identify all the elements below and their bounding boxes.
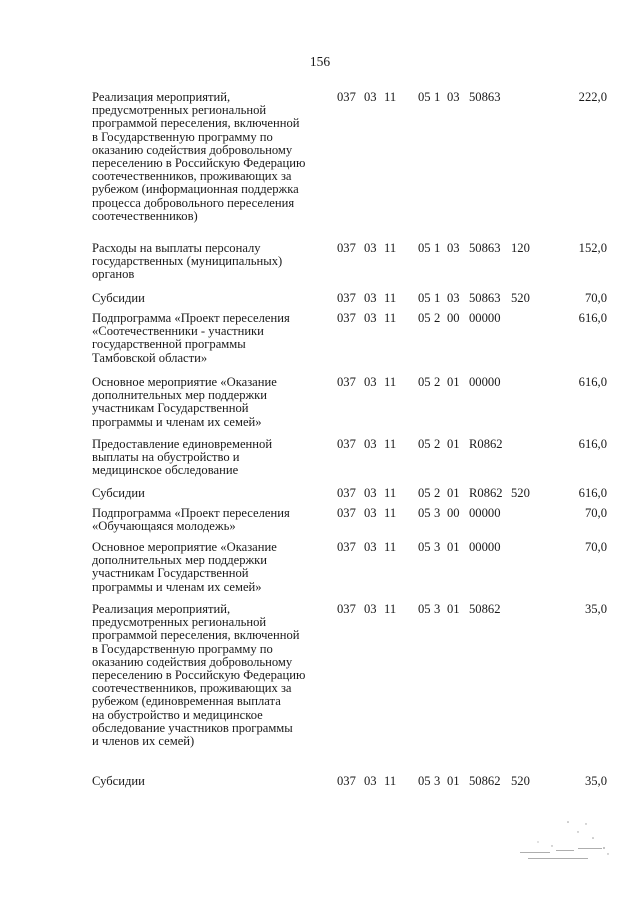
cell-program: 05 [418, 506, 431, 520]
row-name: Подпрограмма «Проект переселения «Соотечественники - участники государственной программы Тамбовской области» [92, 311, 290, 365]
cell-sum: 70,0 [584, 506, 607, 520]
cell-ved: 037 [337, 774, 356, 788]
cell-program: 05 [418, 375, 431, 389]
row-name: Основное мероприятие «Оказание дополнительных мер поддержки участникам Государственной программы и членам их семей» [92, 375, 277, 429]
cell-pr: 11 [384, 540, 397, 554]
cell-rz: 03 [364, 437, 377, 451]
cell-ved: 037 [337, 506, 356, 520]
cell-subprogram: 3 [434, 774, 441, 788]
cell-program: 05 [418, 486, 431, 500]
cell-program: 05 [418, 90, 431, 104]
cell-sum: 70,0 [584, 291, 607, 305]
cell-direction: 00000 [469, 506, 501, 520]
cell-pr: 11 [384, 311, 397, 325]
cell-rz: 03 [364, 774, 377, 788]
row-name: Предоставление единовременной выплаты на обустройство и медицинское обследование [92, 437, 273, 478]
cell-pr: 11 [384, 241, 397, 255]
cell-sum: 616,0 [578, 311, 607, 325]
cell-event: 03 [447, 291, 460, 305]
cell-expense-type: 520 [511, 774, 530, 788]
cell-sum: 35,0 [584, 602, 607, 616]
cell-subprogram: 3 [434, 602, 441, 616]
cell-subprogram: 2 [434, 311, 441, 325]
cell-pr: 11 [384, 602, 397, 616]
cell-ved: 037 [337, 602, 356, 616]
cell-event: 01 [447, 437, 460, 451]
cell-expense-type: 520 [511, 291, 530, 305]
cell-direction: 50863 [469, 241, 501, 255]
cell-expense-type: 120 [511, 241, 530, 255]
row-name: Реализация мероприятий, предусмотренных региональной программой переселения, включенной в Государственную программу по оказанию содействия добровольному переселению в Российскую Федерацию соотечественников, проживающих за рубежом (единовременная выплата на обустройство и медицинское обследование участников программы и членов их семей) [92, 602, 306, 749]
cell-event: 01 [447, 602, 460, 616]
cell-ved: 037 [337, 437, 356, 451]
cell-subprogram: 3 [434, 540, 441, 554]
cell-event: 01 [447, 486, 460, 500]
cell-ved: 037 [337, 486, 356, 500]
cell-ved: 037 [337, 311, 356, 325]
cell-direction: 00000 [469, 540, 501, 554]
cell-rz: 03 [364, 291, 377, 305]
cell-direction: 50862 [469, 602, 501, 616]
cell-direction: 00000 [469, 375, 501, 389]
cell-subprogram: 2 [434, 437, 441, 451]
cell-program: 05 [418, 311, 431, 325]
cell-pr: 11 [384, 506, 397, 520]
cell-event: 03 [447, 241, 460, 255]
cell-rz: 03 [364, 311, 377, 325]
cell-pr: 11 [384, 486, 397, 500]
cell-program: 05 [418, 602, 431, 616]
cell-rz: 03 [364, 506, 377, 520]
cell-direction: R0862 [469, 486, 503, 500]
row-name: Субсидии [92, 486, 145, 500]
cell-subprogram: 2 [434, 486, 441, 500]
cell-event: 01 [447, 774, 460, 788]
cell-sum: 70,0 [584, 540, 607, 554]
cell-direction: 00000 [469, 311, 501, 325]
cell-subprogram: 1 [434, 241, 441, 255]
cell-ved: 037 [337, 540, 356, 554]
row-name: Основное мероприятие «Оказание дополнительных мер поддержки участникам Государственной программы и членам их семей» [92, 540, 277, 594]
cell-ved: 037 [337, 291, 356, 305]
cell-program: 05 [418, 540, 431, 554]
cell-ved: 037 [337, 90, 356, 104]
cell-program: 05 [418, 437, 431, 451]
cell-rz: 03 [364, 486, 377, 500]
cell-expense-type: 520 [511, 486, 530, 500]
cell-ved: 037 [337, 375, 356, 389]
cell-direction: 50863 [469, 291, 501, 305]
cell-event: 00 [447, 311, 460, 325]
cell-rz: 03 [364, 90, 377, 104]
cell-pr: 11 [384, 437, 397, 451]
cell-rz: 03 [364, 602, 377, 616]
cell-subprogram: 1 [434, 291, 441, 305]
cell-direction: 50863 [469, 90, 501, 104]
cell-rz: 03 [364, 540, 377, 554]
cell-subprogram: 1 [434, 90, 441, 104]
cell-event: 00 [447, 506, 460, 520]
cell-rz: 03 [364, 375, 377, 389]
page-number: 156 [309, 54, 331, 69]
cell-subprogram: 3 [434, 506, 441, 520]
cell-program: 05 [418, 774, 431, 788]
cell-ved: 037 [337, 241, 356, 255]
cell-direction: R0862 [469, 437, 503, 451]
cell-sum: 616,0 [578, 486, 607, 500]
cell-pr: 11 [384, 291, 397, 305]
row-name: Субсидии [92, 774, 145, 788]
cell-sum: 616,0 [578, 375, 607, 389]
scan-artifact [508, 818, 618, 862]
cell-sum: 35,0 [584, 774, 607, 788]
cell-event: 01 [447, 540, 460, 554]
cell-sum: 222,0 [578, 90, 607, 104]
cell-direction: 50862 [469, 774, 501, 788]
cell-program: 05 [418, 241, 431, 255]
cell-rz: 03 [364, 241, 377, 255]
cell-event: 03 [447, 90, 460, 104]
cell-event: 01 [447, 375, 460, 389]
cell-pr: 11 [384, 90, 397, 104]
row-name: Субсидии [92, 291, 145, 305]
row-name: Подпрограмма «Проект переселения «Обучающаяся молодежь» [92, 506, 290, 534]
cell-pr: 11 [384, 375, 397, 389]
cell-program: 05 [418, 291, 431, 305]
cell-pr: 11 [384, 774, 397, 788]
cell-sum: 152,0 [578, 241, 607, 255]
cell-sum: 616,0 [578, 437, 607, 451]
row-name: Расходы на выплаты персоналу государственных (муниципальных) органов [92, 241, 283, 282]
cell-subprogram: 2 [434, 375, 441, 389]
row-name: Реализация мероприятий, предусмотренных региональной программой переселения, включенной в Государственную программу по оказанию содействия добровольному переселению в Российскую Федерацию соотечественников, проживающих за рубежом (информационная поддержка процесса добровольного переселения соотечественников) [92, 90, 306, 223]
